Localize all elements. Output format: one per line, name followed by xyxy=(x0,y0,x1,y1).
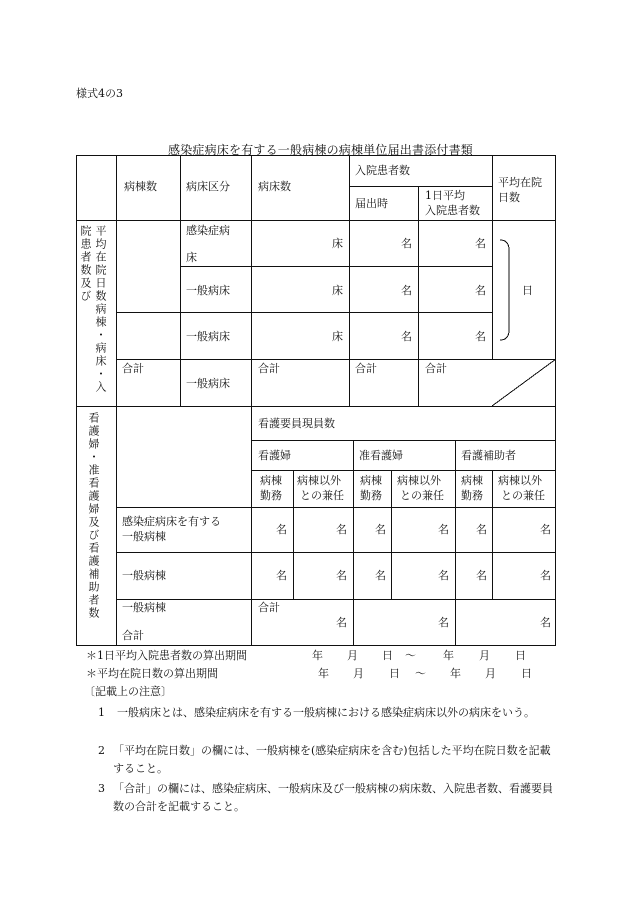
period2-label: ＊平均在院日数の算出期間 xyxy=(86,667,218,680)
aide-other-line1: 病棟以外 xyxy=(498,474,542,487)
aide-ward-line2: 勤務 xyxy=(461,489,483,502)
staff-row3-label-line2: 合計 xyxy=(122,629,144,642)
nurse-other-line1: 病棟以外 xyxy=(297,474,341,487)
row3-avg-unit: 名 xyxy=(475,330,486,343)
group-nurse: 看護婦 xyxy=(258,449,291,462)
total-label-avg: 合計 xyxy=(425,362,447,375)
period2-tilde: 〜 xyxy=(415,667,426,680)
r1-nurse-other-unit: 名 xyxy=(336,523,347,536)
staff-total-label: 合計 xyxy=(258,601,280,614)
total-nurse-unit: 名 xyxy=(336,616,347,629)
nurse-ward-line2: 勤務 xyxy=(260,489,282,502)
header-ward-count: 病棟数 xyxy=(124,180,157,193)
section2-side-label: 看護婦・准看護婦及び看護補助者数 xyxy=(87,412,100,620)
notes-header: 〔記載上の注意〕 xyxy=(84,685,172,698)
r2-nurse-ward-unit: 名 xyxy=(276,569,287,582)
r2-aide-other-unit: 名 xyxy=(540,569,551,582)
header-avg-stay-line2: 日数 xyxy=(498,191,520,204)
period1-label: ＊1日平均入院患者数の算出期間 xyxy=(86,649,247,662)
assoc-ward-line2: 勤務 xyxy=(360,489,382,502)
period1-month1: 月 xyxy=(347,649,358,662)
assoc-other-line1: 病棟以外 xyxy=(397,474,441,487)
row2-category: 一般病床 xyxy=(186,284,230,297)
period1-day1: 日 xyxy=(382,649,393,662)
header-avg-stay-line1: 平均在院 xyxy=(498,176,542,189)
total-label-notif: 合計 xyxy=(355,362,377,375)
row2-notif-unit: 名 xyxy=(401,284,412,297)
row1-category-line1: 感染症病 xyxy=(186,224,230,237)
header-daily-avg-line2: 入院患者数 xyxy=(425,204,480,217)
header-at-notification: 届出時 xyxy=(355,197,388,210)
row1-category-line2: 床 xyxy=(186,251,197,264)
period2-month1: 月 xyxy=(353,667,364,680)
note2-text: 「平均在院日数」の欄には、一般病棟を(感染症病床を含む)包括した平均在院日数を記載すること。 xyxy=(113,744,551,775)
header-bed-count: 病床数 xyxy=(258,180,291,193)
period2-day2: 日 xyxy=(521,667,532,680)
section1-side-label: 平均在院日数病棟・病床・入院患者数及び xyxy=(79,225,107,394)
period1-year2: 年 xyxy=(443,649,454,662)
r2-assoc-other-unit: 名 xyxy=(438,569,449,582)
period2-day1: 日 xyxy=(389,667,400,680)
header-daily-avg-line1: 1日平均 xyxy=(425,189,465,202)
period1-year1: 年 xyxy=(312,649,323,662)
r1-assoc-other-unit: 名 xyxy=(438,523,449,536)
row1-beds-unit: 床 xyxy=(332,237,343,250)
aide-ward-line1: 病棟 xyxy=(461,474,483,487)
form-id: 様式4の3 xyxy=(76,87,123,100)
period2-year1: 年 xyxy=(318,667,329,680)
total-assoc-unit: 名 xyxy=(438,616,449,629)
row3-notif-unit: 名 xyxy=(401,330,412,343)
r1-aide-other-unit: 名 xyxy=(540,523,551,536)
period1-month2: 月 xyxy=(479,649,490,662)
aide-other-line2: との兼任 xyxy=(501,489,545,502)
period2-month2: 月 xyxy=(485,667,496,680)
note1-number: 1 xyxy=(98,706,105,719)
r2-aide-ward-unit: 名 xyxy=(476,569,487,582)
r2-assoc-ward-unit: 名 xyxy=(375,569,386,582)
row2-avg-unit: 名 xyxy=(475,284,486,297)
nurse-other-line2: との兼任 xyxy=(300,489,344,502)
staff-header: 看護要員現員数 xyxy=(258,417,335,430)
row3-beds-unit: 床 xyxy=(332,330,343,343)
page-title: 感染症病床を有する一般病棟の病棟単位届出書添付書類 xyxy=(168,143,474,157)
group-assoc-nurse: 准看護婦 xyxy=(359,449,403,462)
r1-assoc-ward-unit: 名 xyxy=(375,523,386,536)
assoc-other-line2: との兼任 xyxy=(400,489,444,502)
total-label-wards: 合計 xyxy=(122,362,144,375)
header-bed-category: 病床区分 xyxy=(186,180,230,193)
group-aide: 看護補助者 xyxy=(461,449,516,462)
nurse-ward-line1: 病棟 xyxy=(260,474,282,487)
note2-number: 2 xyxy=(98,744,105,757)
staff-row1-label-line2: 一般病棟 xyxy=(122,530,166,543)
period1-tilde: 〜 xyxy=(405,649,416,662)
note3-text: 「合計」の欄には、感染症病床、一般病床及び一般病棟の病床数、入院患者数、看護要員数の合計を記載すること。 xyxy=(113,782,553,813)
staff-row3-label-line1: 一般病棟 xyxy=(122,601,166,614)
period1-day2: 日 xyxy=(515,649,526,662)
row2-beds-unit: 床 xyxy=(332,284,343,297)
note1-text: 一般病床とは、感染症病床を有する一般病棟における感染症病床以外の病床をいう。 xyxy=(117,706,535,719)
r2-nurse-other-unit: 名 xyxy=(336,569,347,582)
note3-number: 3 xyxy=(98,782,105,795)
staff-row2-label: 一般病棟 xyxy=(122,569,166,582)
r1-nurse-ward-unit: 名 xyxy=(276,523,287,536)
row1-avg-unit: 名 xyxy=(475,237,486,250)
staff-row1-label-line1: 感染症病床を有する xyxy=(122,515,221,528)
total-label-beds: 合計 xyxy=(258,362,280,375)
row1-notif-unit: 名 xyxy=(401,237,412,250)
avg-stay-days-unit: 日 xyxy=(522,284,533,297)
period2-year2: 年 xyxy=(450,667,461,680)
total-category: 一般病床 xyxy=(186,377,230,390)
row3-category: 一般病床 xyxy=(186,330,230,343)
r1-aide-ward-unit: 名 xyxy=(476,523,487,536)
header-inpatients: 入院患者数 xyxy=(355,164,410,177)
assoc-ward-line1: 病棟 xyxy=(360,474,382,487)
total-aide-unit: 名 xyxy=(540,616,551,629)
